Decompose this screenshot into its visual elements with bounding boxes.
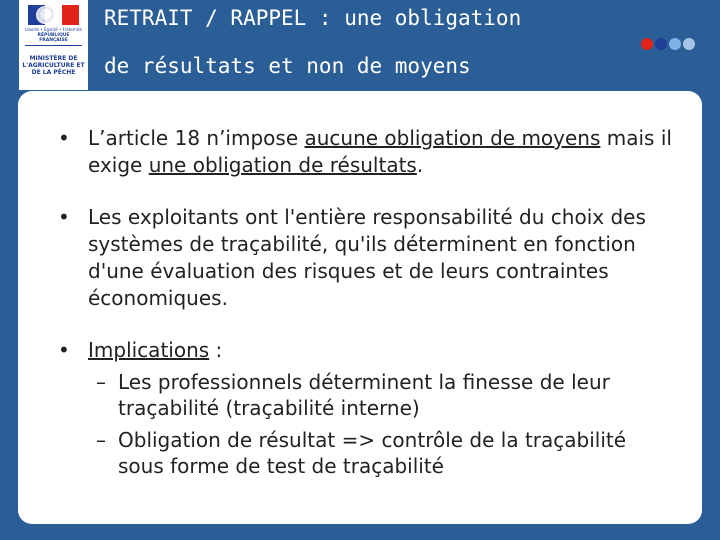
content-panel [18, 91, 702, 524]
sub-bullet-text: Obligation de résultat => contrôle de la traçabilité sous forme de test de traçabilité [118, 428, 627, 478]
sub-bullet-mark: – [96, 370, 106, 394]
title-line-2: de résultats et non de moyens [104, 54, 471, 78]
underlined-phrase: aucune obligation de moyens [304, 126, 601, 150]
bullet-text-part: L’article 18 n’impose [88, 126, 305, 150]
bullet-text [88, 125, 688, 179]
logo-divider [25, 45, 82, 46]
decorative-dots [641, 38, 695, 50]
title-line-1: RETRAIT / RAPPEL : une obligation [104, 6, 522, 30]
dot-red-icon [641, 38, 653, 50]
bullet-text-part: mais il exige [88, 126, 672, 177]
dot-navy-icon [655, 38, 667, 50]
bullet-text-part: : [209, 338, 223, 362]
logo-republic: RÉPUBLIQUE FRANÇAISE [37, 33, 70, 43]
implications-label: Implications [88, 338, 210, 362]
bullet-mark: • [58, 126, 70, 150]
bullet-text-part: . [416, 153, 424, 177]
bullet-text: Les exploitants ont l'entière responsabilité du choix des systèmes de traçabilité, qu'ils déterminent en fonction d'une évaluation des risques et de leurs contraintes économiques. [88, 205, 646, 310]
bullet-mark: • [58, 205, 70, 229]
logo-ministry: MINISTÈRE DE L'AGRICULTURE ET DE LA PÊCHE [22, 55, 85, 76]
dot-paleblue-icon [683, 38, 695, 50]
sub-bullet-mark: – [96, 428, 106, 452]
dot-lightblue-icon [669, 38, 681, 50]
underlined-phrase: une obligation de résultats [148, 153, 417, 177]
logo-motto: Liberté • Égalité • Fraternité [25, 27, 82, 32]
marianne-icon [36, 6, 54, 24]
bullet-mark: • [58, 338, 70, 362]
ministry-logo [19, 0, 88, 90]
bullet-text [88, 337, 688, 364]
sub-bullet-text: Les professionnels déterminent la finesse de leur traçabilité (traçabilité interne) [118, 370, 610, 420]
